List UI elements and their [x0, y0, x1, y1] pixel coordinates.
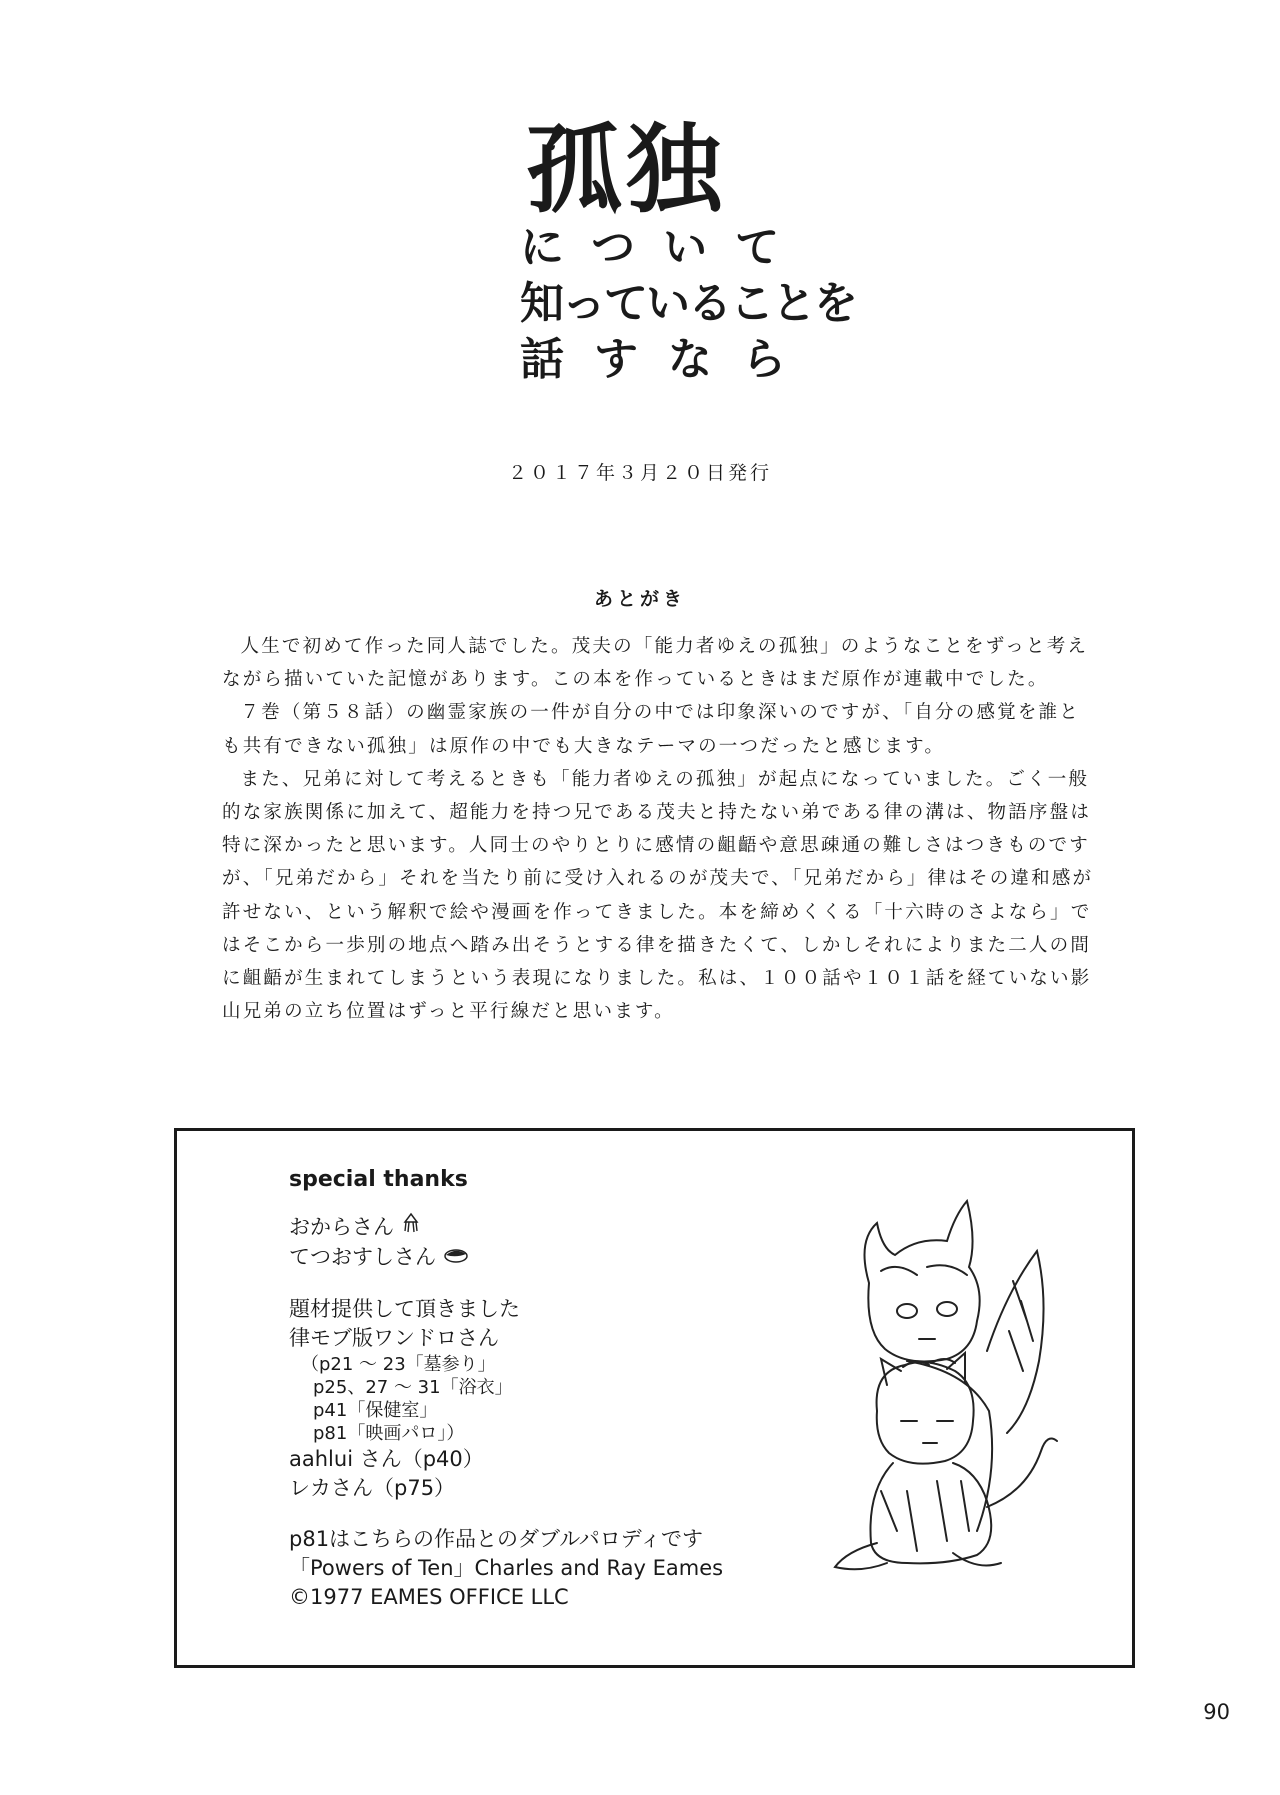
thanks-aahlui: aahlui さん（p40） — [289, 1447, 484, 1471]
squid-icon — [401, 1218, 421, 1239]
title-main: 孤独 — [526, 114, 726, 226]
afterword-paragraph-1: 人生で初めて作った同人誌でした。茂夫の「能力者ゆえの孤独」のようなことをずっと考えながら描いていた記憶があります。この本を作っているときはまだ原作が連載中でした。 — [222, 636, 1089, 691]
thanks-okara-label: おからさん — [289, 1215, 394, 1239]
thanks-tetsuosushi-label: てつおすしさん — [289, 1245, 436, 1269]
special-thanks-text — [289, 1167, 809, 1612]
title-line-2: 知っていることを — [520, 278, 856, 329]
afterword-heading: あとがき — [593, 588, 686, 610]
thanks-tetsuosushi — [289, 1243, 809, 1273]
chibi-brothers-illustration — [777, 1171, 1097, 1611]
afterword-paragraph-3: また、兄弟に対して考えるときも「能力者ゆえの孤独」が起点になっていました。ごく一般的な家族関係に加えて、超能力を持つ兄である茂夫と持たない弟である律の溝は、物語序盤は特に深かったと思います。人同士のやりとりに感情の齟齬や意思疎通の難しさはつきものですが、「兄弟だから」それを当たり前に受け入れるのが茂夫で、「兄弟だから」律はその違和感が許せない、という解釈で絵や漫画を作ってきました。本を締めくくる「十六時のさよなら」ではそこから一歩別の地点へ踏み出そうとする律を描きたくて、しかしそれによりまた二人の間に齟齬が生まれてしまうという表現になりました。私は、１００話や１０１話を経ていない影山兄弟の立ち位置はずっと平行線だと思います。 — [222, 768, 1094, 1023]
thanks-provided-heading: 題材提供して頂きました — [289, 1297, 520, 1321]
special-thanks-title: special thanks — [289, 1167, 468, 1192]
thanks-item: p41「保健室」 — [313, 1400, 438, 1421]
parody-note: p81はこちらの作品とのダブルパロディです — [289, 1527, 704, 1551]
page-number: 90 — [1203, 1700, 1230, 1724]
publish-date: ２０１７年３月２０日発行 — [507, 462, 772, 484]
title-line-1: について — [520, 222, 808, 273]
copyright-line: ©1977 EAMES OFFICE LLC — [289, 1585, 569, 1609]
thanks-okara — [289, 1212, 809, 1243]
afterword-body — [222, 630, 1094, 1028]
book-title — [520, 114, 856, 388]
thanks-item: p25、27 ～ 31「浴衣」 — [313, 1377, 513, 1398]
thanks-item: （p21 ～ 23「墓参り」 — [301, 1354, 496, 1375]
title-line-3: 話すなら — [520, 334, 816, 385]
thanks-item: p81「映画パロ」） — [313, 1423, 465, 1444]
special-thanks-box — [174, 1128, 1135, 1668]
sushi-icon — [443, 1248, 469, 1269]
thanks-reka: レカさん（p75） — [289, 1476, 456, 1500]
powers-of-ten-credit: 「Powers of Ten」Charles and Ray Eames — [289, 1556, 724, 1580]
afterword-paragraph-2: ７巻（第５８話）の幽霊家族の一件が自分の中では印象深いのですが、「自分の感覚を誰とも共有できない孤独」は原作の中でも大きなテーマの一つだったと感じます。 — [222, 702, 1080, 757]
thanks-ritsumob: 律モブ版ワンドロさん — [289, 1326, 499, 1350]
